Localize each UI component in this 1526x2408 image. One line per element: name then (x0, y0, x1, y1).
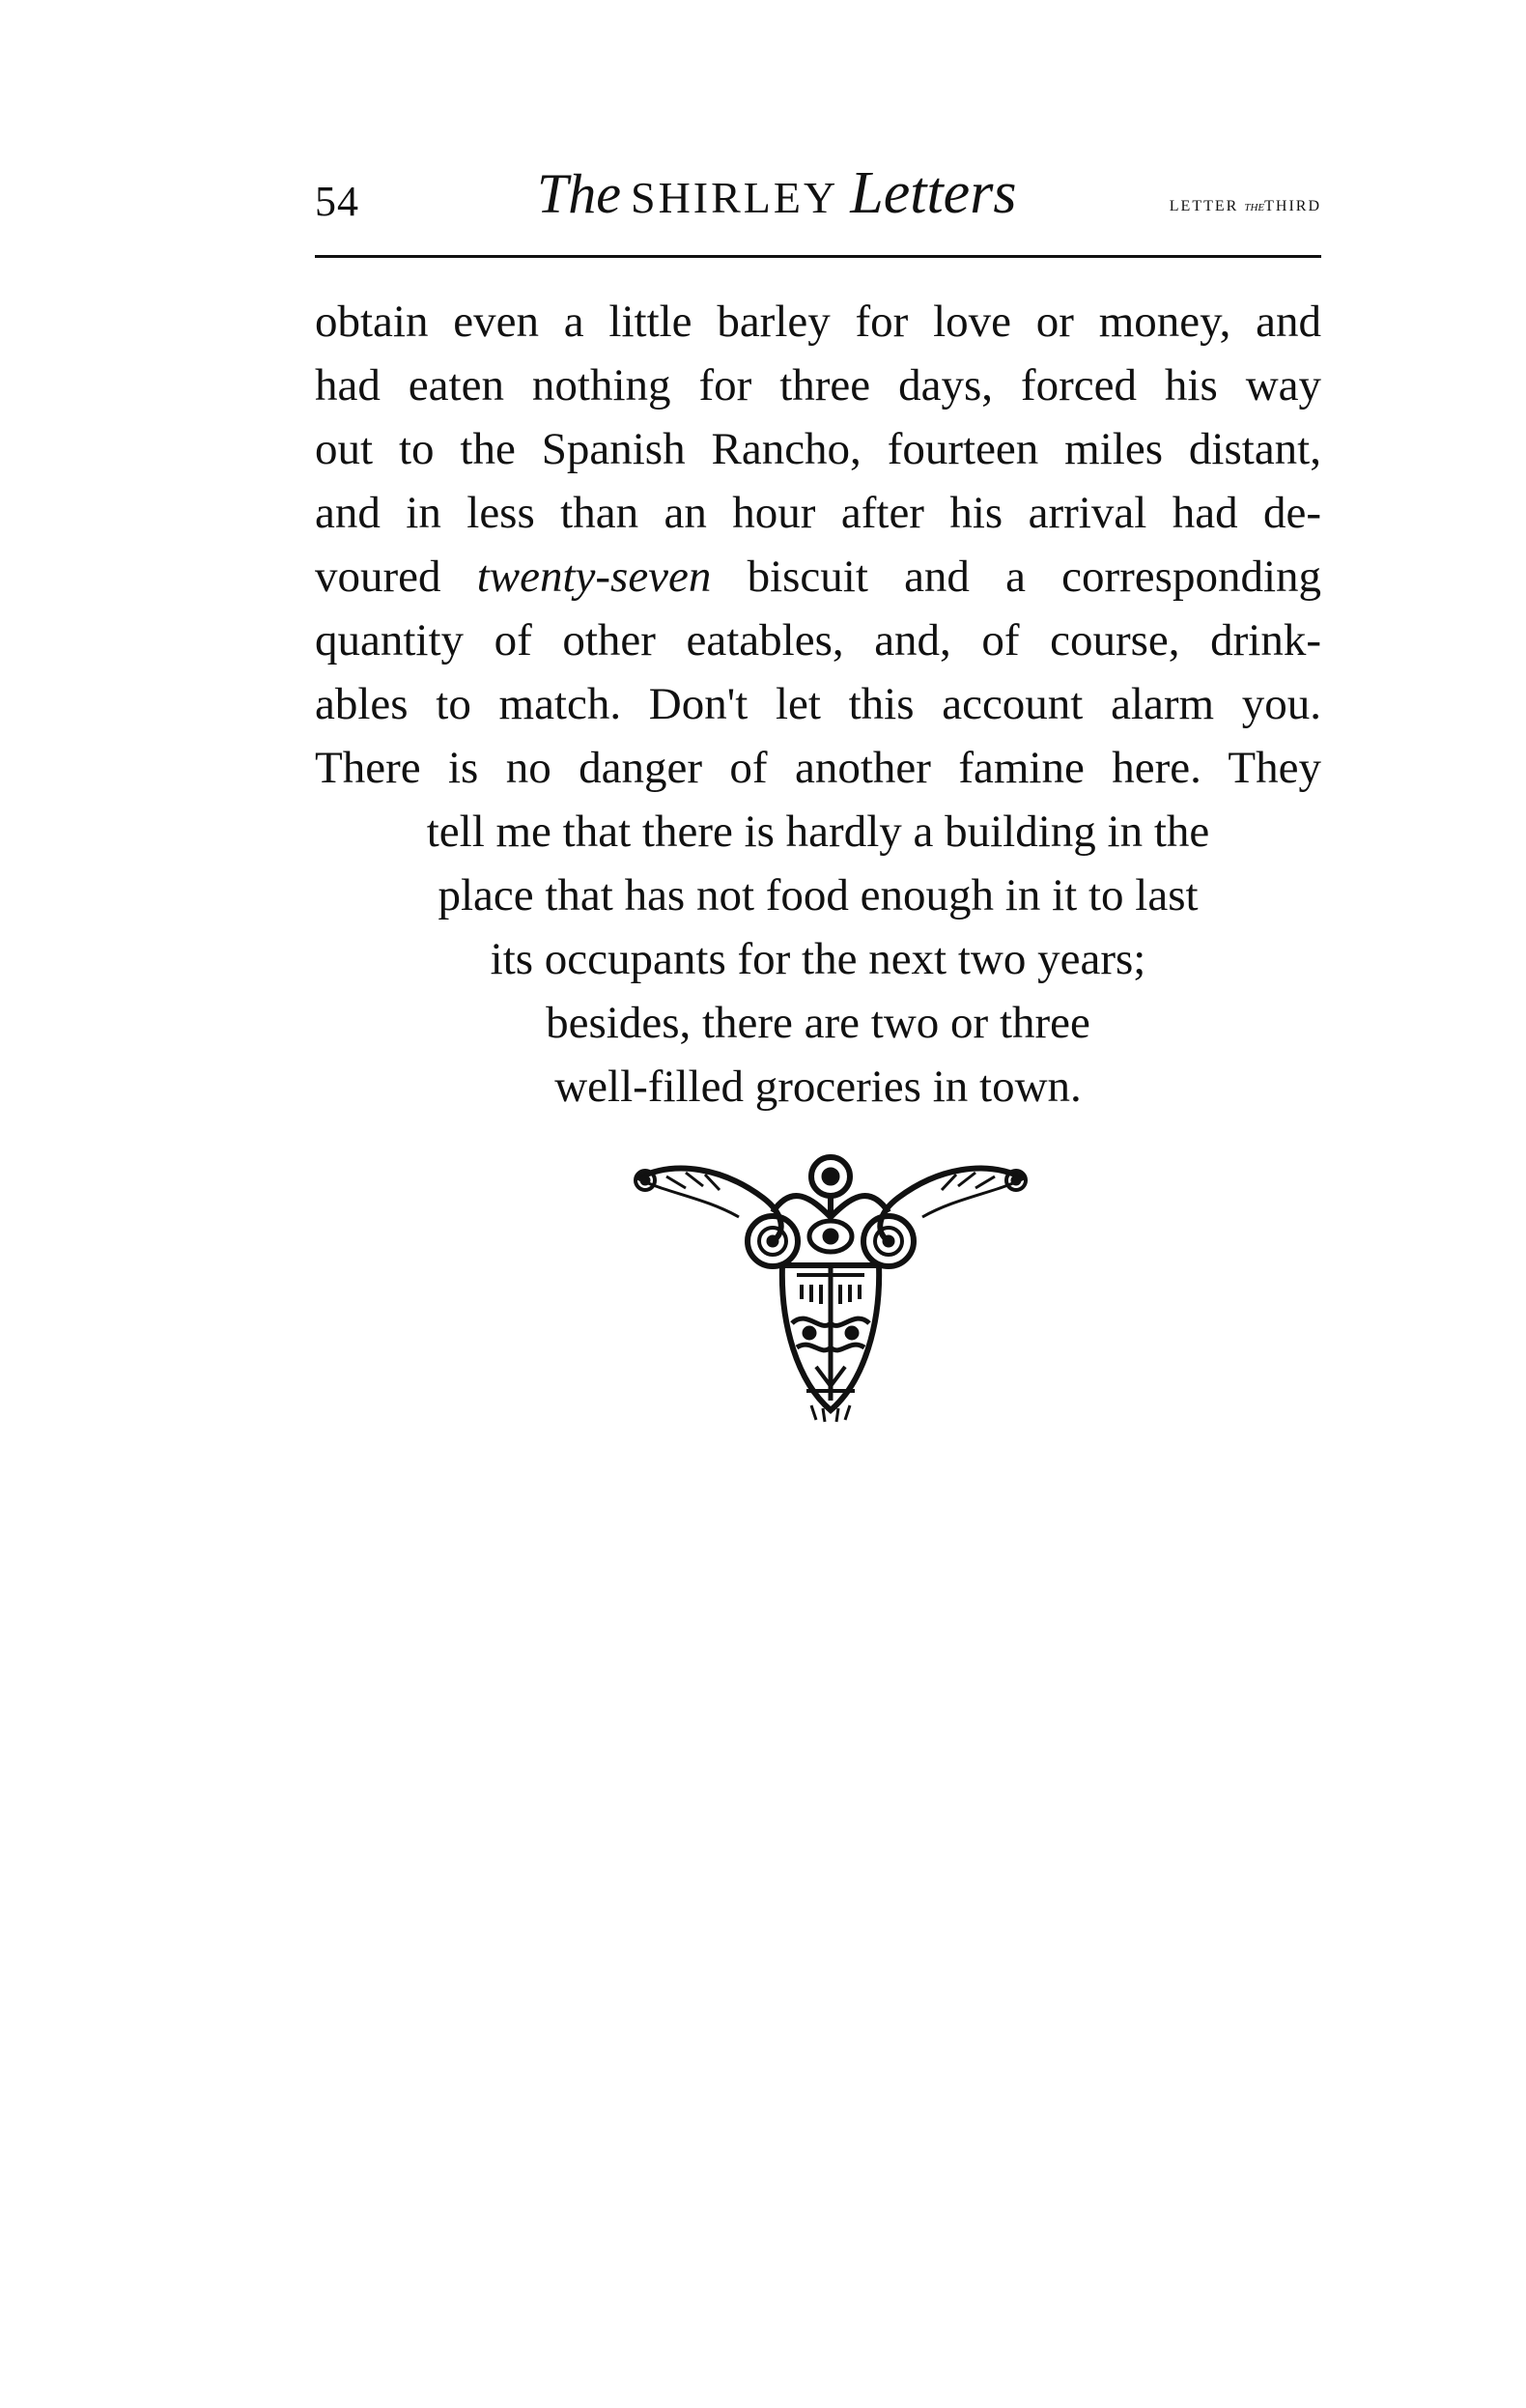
page-number: 54 (315, 178, 359, 225)
ornamental-tailpiece-icon (618, 1140, 1043, 1430)
text-line: out to the Spanish Rancho, fourteen miles distant, (315, 424, 1321, 474)
letter-label-the: the (1244, 198, 1265, 214)
book-title-letters: Letters (850, 160, 1017, 226)
text-line: and in less than an hour after his arrival had de- (315, 488, 1321, 538)
book-title (537, 159, 1016, 228)
text-line: well-filled groceries in town. (554, 1062, 1082, 1112)
text-line: There is no danger of another famine here. They (315, 743, 1321, 793)
running-head (315, 159, 1321, 237)
letter-label-suffix: THIRD (1264, 198, 1321, 214)
text-line: quantity of other eatables, and, of course, drink- (315, 615, 1321, 666)
text-line: obtain even a little barley for love or money, and (315, 297, 1321, 347)
text-line: tell me that there is hardly a building in the (426, 807, 1210, 857)
text-line: had eaten nothing for three days, forced his way (315, 360, 1321, 411)
book-title-shirley: SHIRLEY (631, 173, 839, 222)
text-fragment: biscuit and a corresponding (747, 552, 1322, 602)
italic-text-fragment: twenty-seven (476, 552, 712, 602)
header-rule (315, 255, 1321, 258)
letter-label-prefix: LETTER (1169, 198, 1239, 214)
text-fragment: voured (315, 552, 441, 602)
text-line: place that has not food enough in it to last (438, 870, 1199, 921)
text-line: ables to match. Don't let this account alarm you. (315, 679, 1321, 729)
body-text (315, 290, 1321, 1119)
letter-label (1170, 198, 1321, 215)
text-line: besides, there are two or three (546, 998, 1090, 1048)
text-line-with-italic (315, 545, 1321, 609)
book-title-the: The (537, 162, 621, 225)
text-line: its occupants for the next two years; (490, 934, 1146, 984)
